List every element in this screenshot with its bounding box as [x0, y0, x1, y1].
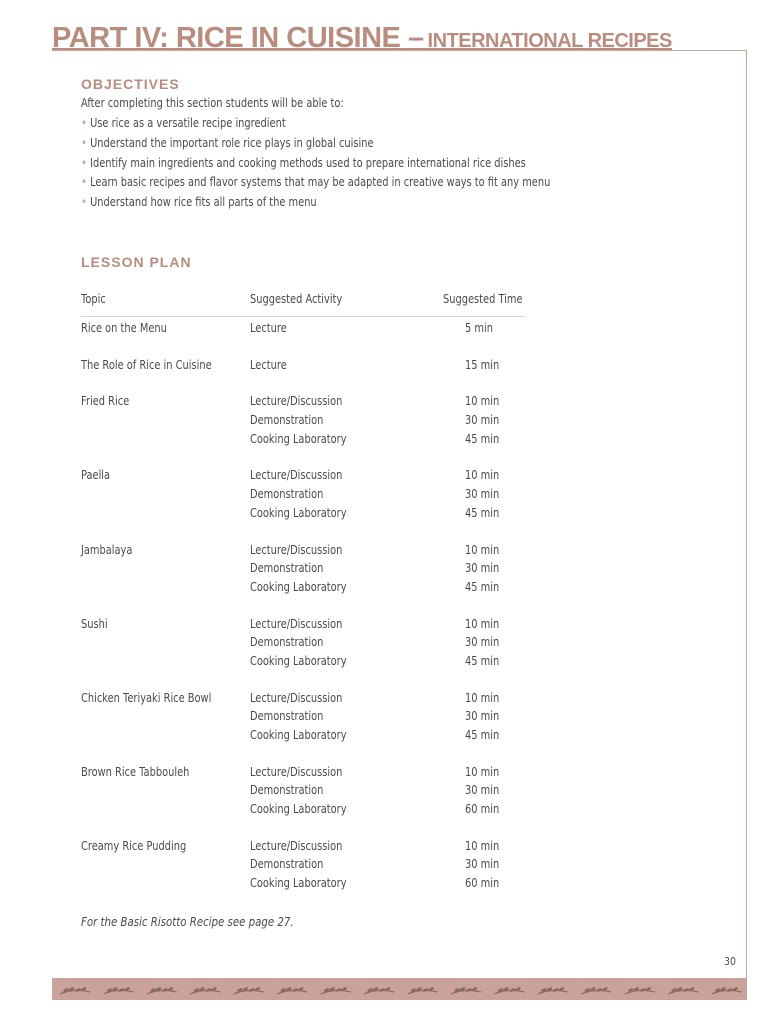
- activity-cell: Cooking Laboratory: [250, 802, 347, 817]
- time-cell: 30 min: [465, 413, 500, 428]
- time-cell: 60 min: [465, 876, 500, 891]
- time-cell: 45 min: [465, 505, 500, 520]
- objective-item: [81, 114, 550, 134]
- rice-sprig-icon: [581, 987, 611, 994]
- table-row: [81, 689, 525, 745]
- activity-cell: Demonstration: [250, 783, 324, 798]
- bullet-icon: •: [81, 135, 87, 150]
- time-cell: 30 min: [465, 561, 500, 576]
- time-cell: 45 min: [465, 431, 500, 446]
- topic-cell: Chicken Teriyaki Rice Bowl: [81, 690, 212, 705]
- objective-text: Understand how rice fits all parts of the menu: [90, 195, 317, 210]
- row-line: [81, 485, 525, 504]
- objective-text: Learn basic recipes and flavor systems that may be adapted in creative ways to fit any menu: [90, 175, 551, 190]
- rice-sprig-icon: [60, 987, 90, 994]
- activity-cell: Demonstration: [250, 709, 324, 724]
- activity-cell: Demonstration: [250, 857, 324, 872]
- time-cell: 10 min: [465, 616, 500, 631]
- activity-cell: Cooking Laboratory: [250, 505, 347, 520]
- time-cell: 30 min: [465, 709, 500, 724]
- bullet-icon: •: [81, 155, 87, 170]
- row-line: [81, 615, 525, 634]
- column-header-time: Suggested Time: [443, 292, 523, 306]
- activity-cell: Demonstration: [250, 635, 324, 650]
- activity-cell: Demonstration: [250, 487, 324, 502]
- topic-cell: Brown Rice Tabbouleh: [81, 764, 190, 779]
- objective-text: Understand the important role rice plays in global cuisine: [90, 135, 374, 150]
- bullet-icon: •: [81, 175, 87, 190]
- topic-cell: Paella: [81, 468, 111, 483]
- column-header-topic: Topic: [81, 292, 106, 306]
- topic-cell: The Role of Rice in Cuisine: [81, 357, 212, 372]
- row-line: [81, 633, 525, 652]
- rice-sprig-icon: [451, 987, 481, 994]
- table-row: [81, 763, 525, 819]
- row-line: [81, 319, 525, 338]
- row-line: [81, 763, 525, 782]
- row-line: [81, 837, 525, 856]
- rice-sprig-icon: [147, 987, 177, 994]
- activity-cell: Cooking Laboratory: [250, 728, 347, 742]
- row-line: [81, 392, 525, 411]
- row-line: [81, 652, 525, 671]
- time-cell: 45 min: [465, 728, 500, 742]
- row-line: [81, 411, 525, 430]
- title-sub: INTERNATIONAL RECIPES: [427, 30, 672, 52]
- table-row: [81, 319, 525, 338]
- activity-cell: Cooking Laboratory: [250, 579, 347, 594]
- table-row: [81, 392, 525, 448]
- row-line: [81, 689, 525, 708]
- time-cell: 10 min: [465, 394, 500, 409]
- activity-cell: Lecture/Discussion: [250, 616, 343, 631]
- title-main: PART IV: RICE IN CUISINE –: [52, 22, 424, 54]
- row-line: [81, 800, 525, 819]
- objectives-intro: After completing this section students will be able to:: [81, 96, 344, 110]
- row-line: [81, 874, 525, 893]
- time-cell: 10 min: [465, 468, 500, 483]
- time-cell: 60 min: [465, 802, 500, 817]
- objective-item: [81, 154, 550, 174]
- rice-sprig-icon: [190, 987, 220, 994]
- rice-sprig-icon: [668, 987, 698, 994]
- time-cell: 30 min: [465, 783, 500, 798]
- time-cell: 10 min: [465, 542, 500, 557]
- topic-cell: Jambalaya: [81, 542, 133, 557]
- objective-item: [81, 193, 550, 213]
- objective-item: [81, 173, 550, 193]
- time-cell: 15 min: [465, 357, 500, 372]
- activity-cell: Lecture/Discussion: [250, 394, 343, 409]
- activity-cell: Lecture: [250, 321, 287, 335]
- rice-sprig-icon: [234, 987, 264, 994]
- objectives-heading: OBJECTIVES: [81, 76, 180, 92]
- row-line: [81, 466, 525, 485]
- rice-sprig-icon: [103, 987, 133, 994]
- table-row: [81, 837, 525, 893]
- time-cell: 5 min: [465, 321, 493, 335]
- objective-item: [81, 134, 550, 154]
- time-cell: 10 min: [465, 764, 500, 779]
- rice-sprig-icon: [408, 987, 438, 994]
- activity-cell: Lecture/Discussion: [250, 542, 343, 557]
- lesson-plan-heading: LESSON PLAN: [81, 254, 192, 270]
- footer-pattern-band: [52, 978, 747, 1000]
- rice-sprig-icon: [364, 987, 394, 994]
- objectives-list: [81, 114, 653, 213]
- table-row: [81, 541, 525, 597]
- activity-cell: Cooking Laboratory: [250, 653, 347, 668]
- time-cell: 30 min: [465, 857, 500, 872]
- activity-cell: Lecture: [250, 357, 287, 372]
- bullet-icon: •: [81, 116, 87, 130]
- footer-pattern: [52, 978, 747, 1000]
- row-line: [81, 726, 525, 745]
- activity-cell: Lecture/Discussion: [250, 764, 343, 779]
- risotto-note: For the Basic Risotto Recipe see page 27.: [81, 915, 294, 929]
- row-line: [81, 541, 525, 560]
- row-line: [81, 707, 525, 726]
- rice-sprig-icon: [277, 987, 307, 994]
- topic-cell: Creamy Rice Pudding: [81, 838, 187, 853]
- time-cell: 10 min: [465, 838, 500, 853]
- row-line: [81, 430, 525, 449]
- time-cell: 45 min: [465, 653, 500, 668]
- rice-sprig-icon: [712, 987, 742, 994]
- time-cell: 30 min: [465, 635, 500, 650]
- rice-sprig-icon: [625, 987, 655, 994]
- topic-cell: Sushi: [81, 616, 108, 631]
- activity-cell: Cooking Laboratory: [250, 431, 347, 446]
- objective-text: Use rice as a versatile recipe ingredient: [90, 116, 286, 130]
- row-line: [81, 578, 525, 597]
- table-header-row: [81, 290, 525, 317]
- table-row: [81, 615, 525, 671]
- activity-cell: Lecture/Discussion: [250, 690, 343, 705]
- time-cell: 10 min: [465, 690, 500, 705]
- activity-cell: Lecture/Discussion: [250, 468, 343, 483]
- topic-cell: Rice on the Menu: [81, 321, 167, 335]
- objective-text: Identify main ingredients and cooking methods used to prepare international rice dishes: [90, 155, 526, 170]
- row-line: [81, 356, 525, 375]
- row-line: [81, 559, 525, 578]
- table-row: [81, 356, 525, 375]
- time-cell: 45 min: [465, 579, 500, 594]
- time-cell: 30 min: [465, 487, 500, 502]
- table-row: [81, 466, 525, 522]
- page-number: 30: [724, 955, 736, 968]
- row-line: [81, 855, 525, 874]
- activity-cell: Cooking Laboratory: [250, 876, 347, 891]
- rice-sprig-icon: [321, 987, 351, 994]
- bullet-icon: •: [81, 195, 87, 210]
- row-line: [81, 504, 525, 523]
- column-header-activity: Suggested Activity: [250, 292, 343, 306]
- activity-cell: Lecture/Discussion: [250, 838, 343, 853]
- lesson-plan-table: [81, 290, 525, 893]
- rice-sprig-icon: [494, 987, 524, 994]
- row-line: [81, 781, 525, 800]
- activity-cell: Demonstration: [250, 413, 324, 428]
- activity-cell: Demonstration: [250, 561, 324, 576]
- table-body: [81, 319, 525, 893]
- rice-sprig-icon: [538, 987, 568, 994]
- topic-cell: Fried Rice: [81, 394, 130, 409]
